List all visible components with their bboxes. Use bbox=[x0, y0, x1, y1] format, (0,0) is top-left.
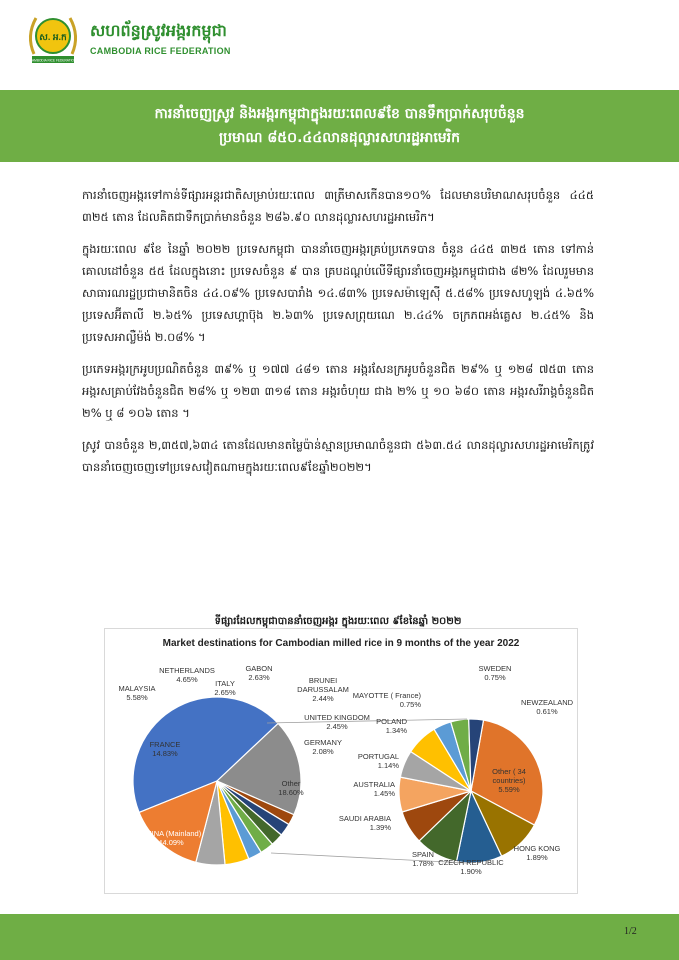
main-label-italy: ITALY 2.65% bbox=[214, 679, 236, 697]
paragraph-2: ក្នុងរយៈពេល ៩ខែ នៃឆ្នាំ ២០២២ ប្រទេសកម្ពុជា បាននាំចេញអង្ករគ្រប់ប្រភេទបាន ចំនួន ៤៤៥ ៣២៥ តោន ទៅកាន់គោលដៅចំនួន ៥៥ ដែលក្នុងនោះ ប្រទេសចំនួន ៩ បាន គ្របដណ្តប់លើទីផ្សារនាំចេញអង្ករកម្ពុជាជាង ៨២% ដែលរួមមាន សាធារណរដ្ឋប្រជាមានិតចិន ៤៤.០៩% ប្រទេសបារាំង ១៤.៨៣% ប្រទេសម៉ាឡេស៊ី ៥.៥៨% ប្រទេសហូឡង់ ៤.៦៥% ប្រទេសអ៊ីតាលី ២.៦៥% ប្រទេសហ្គាប៊ុង ២.៦៣% ប្រទេសព្រុយណេ ២.៤៤% ចក្រភពអង់គ្លេស ២.៤៥% និងប្រទេសអាល្លឺម៉ង់ ២.០៨% ។ bbox=[82, 242, 594, 344]
page-number: 1/2 bbox=[624, 926, 637, 937]
breakdown-pie bbox=[399, 719, 543, 863]
chart-title: Market destinations for Cambodian milled rice in 9 months of the year 2022 bbox=[162, 638, 520, 649]
page-header bbox=[0, 0, 679, 88]
article-body bbox=[82, 184, 594, 488]
page-footer bbox=[0, 914, 679, 960]
other-label-czech-republic: CZECH REPUBLIC 1.90% bbox=[438, 858, 504, 876]
other-label-portugal: PORTUGAL 1.14% bbox=[357, 752, 399, 770]
chart-title-khmer: ទីផ្សារដែលកម្ពុជាបាននាំចេញអង្ករ ក្នុងរយៈពេល ៩ខែនៃឆ្នាំ ២០២២ bbox=[214, 616, 462, 627]
headline-line-2: ប្រមាណ ៨៥០.៤៤លានដុល្លារសហរដ្ឋអាមេរិក bbox=[219, 130, 460, 146]
main-label-other: Other 18.60% bbox=[278, 779, 304, 797]
svg-text:CAMBODIA RICE FEDERATION: CAMBODIA RICE FEDERATION bbox=[29, 58, 77, 63]
org-name-khmer: សហព័ន្ធស្រូវអង្ករកម្ពុជា bbox=[90, 21, 227, 40]
main-label-china-mainland: CHINA (Mainland) 44.09% bbox=[140, 829, 202, 847]
other-label-hong-kong: HONG KONG 1.89% bbox=[513, 844, 561, 862]
org-name-english: CAMBODIA RICE FEDERATION bbox=[90, 46, 231, 56]
chart-container bbox=[104, 628, 578, 894]
other-label-poland: POLAND 1.34% bbox=[376, 717, 407, 735]
other-label-other-34-countries: Other ( 34 countries) 5.59% bbox=[492, 767, 526, 794]
headline-line-1: ការនាំចេញស្រូវ និងអង្ករកម្ពុជាក្នុងរយៈពេល៩ខែ បានទឹកប្រាក់សរុបចំនួន bbox=[154, 106, 525, 122]
pie-chart bbox=[105, 629, 577, 893]
main-label-united-kingdom: UNITED KINGDOM 2.45% bbox=[304, 713, 370, 731]
other-label-australia: AUSTRALIA 1.45% bbox=[353, 780, 395, 798]
main-label-malaysia: MALAYSIA 5.58% bbox=[118, 684, 156, 702]
federation-logo bbox=[24, 8, 82, 66]
other-label-mayotte-france: MAYOTTE ( France) 0.75% bbox=[352, 691, 421, 709]
paragraph-1: ការនាំចេញអង្ករទៅកាន់ទីផ្សារអន្តរជាតិសម្រាប់រយៈពេល ៣ត្រីមាសកើនបាន១០% ដែលមានបរិមាណសរុបចំនួន ៤៤៥ ៣២៥ តោន ដែលគិតជាទឹកប្រាក់មានចំនួន ២៨៦.៩០ លានដុល្លារសហរដ្ឋអាមេរិក។ bbox=[82, 188, 594, 224]
paragraph-4: ស្រូវ បានចំនួន ២,៣៥៧,៦៣៤ តោនដែលមានតម្លៃប៉ាន់ស្មានប្រមាណចំនួនជា ៥៦៣.៥៤ លានដុល្លារសហរដ្ឋអាមេរិកត្រូវបាននាំចេញចេញទៅប្រទេសវៀតណាមក្នុងរយៈពេល៩ខែឆ្នាំ២០២២។ bbox=[82, 438, 594, 474]
paragraph-3: ប្រភេទអង្ករក្រអូបប្រណិតចំនួន ៣៩% ឬ ១៧៧ ៤៨១ តោន អង្ករសែនក្រអូបចំនួនជិត ២៩% ឬ ១២៨ ៧៥៣ តោន អង្ករសគ្រាប់វែងចំនួនជិត ២៨% ឬ ១២៣ ៣១៨ តោន អង្ករចំហុយ ជាង ២% ឬ ១០ ៦៨០ តោន អង្ករសរីរាង្គចំនួនជិត ២% ឬ ៨ ១០៦ តោន ។ bbox=[82, 362, 594, 420]
svg-text:ស. អ.ក: ស. អ.ក bbox=[39, 32, 67, 42]
other-label-sweden: SWEDEN 0.75% bbox=[478, 664, 512, 682]
main-label-france: FRANCE 14.83% bbox=[149, 740, 181, 758]
other-label-newzealand: NEWZEALAND 0.61% bbox=[520, 698, 574, 716]
main-label-netherlands: NETHERLANDS 4.65% bbox=[159, 666, 215, 684]
main-label-brunei-darussalam: BRUNEI DARUSSALAM 2.44% bbox=[297, 676, 349, 703]
other-label-saudi-arabia: SAUDI ARABIA 1.39% bbox=[338, 814, 391, 832]
main-label-gabon: GABON 2.63% bbox=[245, 664, 273, 682]
other-label-spain: SPAIN 1.78% bbox=[412, 850, 434, 868]
headline-banner bbox=[0, 90, 679, 162]
main-label-germany: GERMANY 2.08% bbox=[304, 738, 342, 756]
